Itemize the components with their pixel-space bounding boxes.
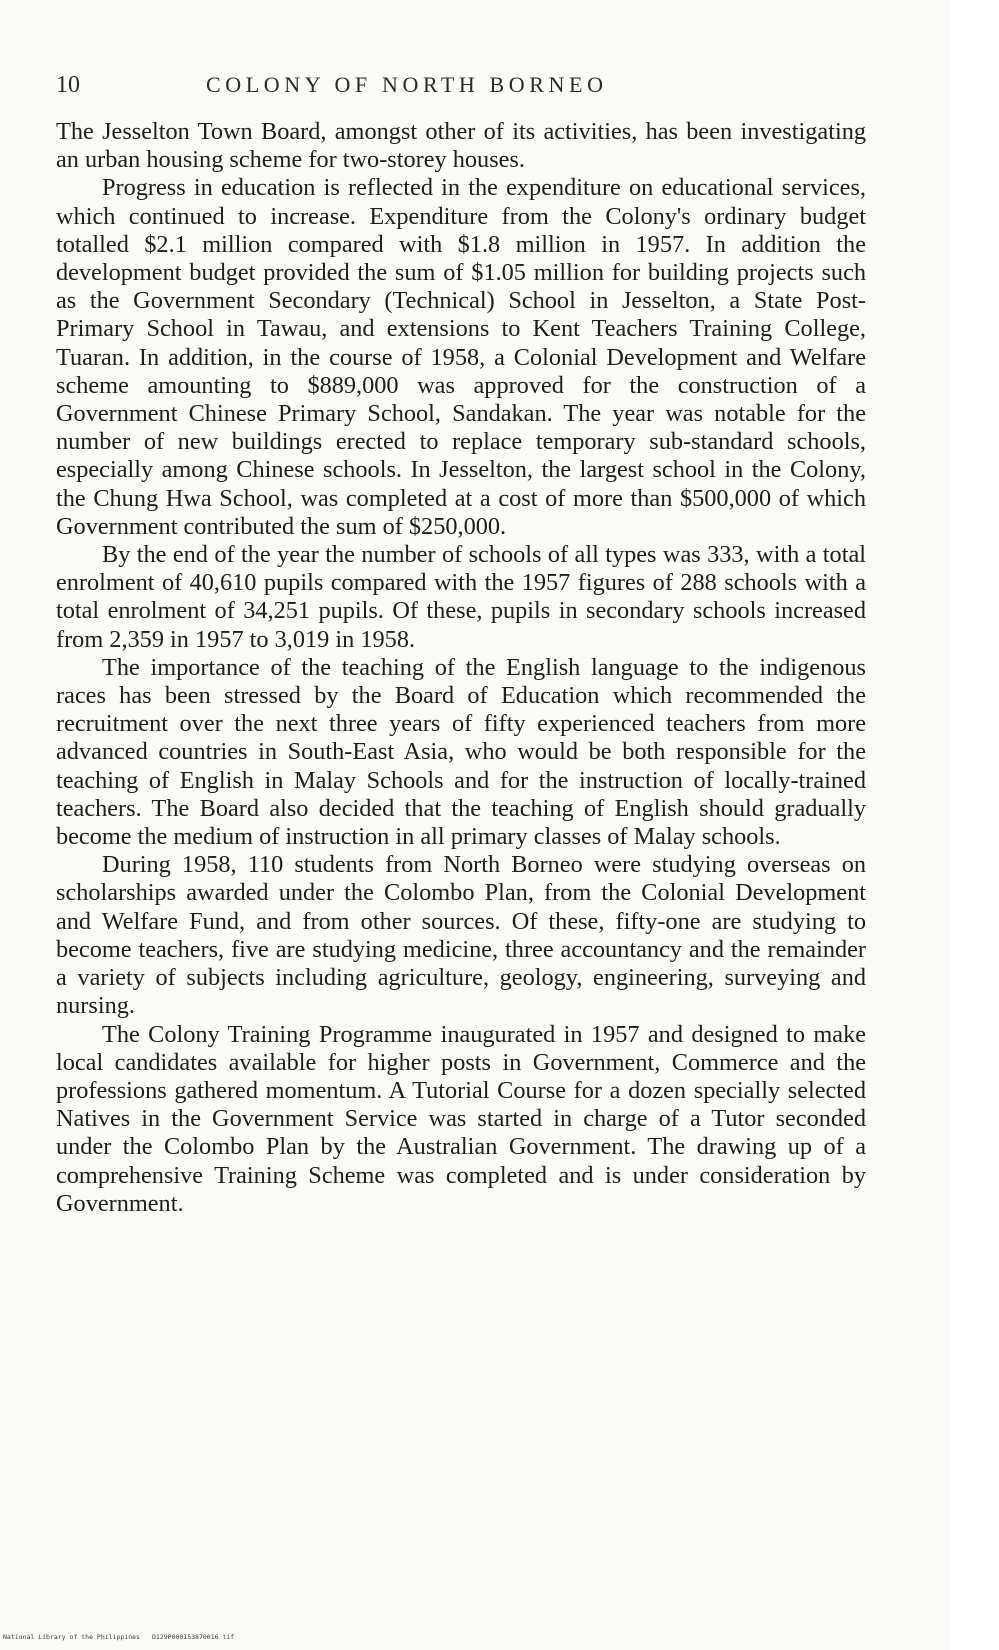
paragraph-english-teaching: The importance of the teaching of the English language to the indigenous races has been stressed by the Board of Education which recommended the recruitment over the next three years of fifty experienced teachers from more advanced countries in South-East Asia, who would be both responsible for the teaching of English in Malay Schools and for the instruction of locally-trained teachers. The Board also decided that the teaching of English should gradually become the medium of instruction in all primary classes of Malay schools. — [56, 653, 866, 851]
paragraph-school-enrolment: By the end of the year the number of schools of all types was 333, with a total enrolment of 40,610 pupils compared with the 1957 figures of 288 schools with a total enrolment of 34,251 pupils. Of these, pupils in secondary schools increased from 2,359 in 1957 to 3,019 in 1958. — [56, 541, 866, 653]
page-number: 10 — [56, 72, 80, 98]
paragraph-overseas-scholarships: During 1958, 110 students from North Borneo were studying overseas on scholarships awarded under the Colombo Plan, from the Colonial Development and Welfare Fund, and from other sources. Of these, fifty-one are studying to become teachers, five are studying medicine, three accountancy and the remainder a variety of subjects including agriculture, geology, engineering, surveying and nursing. — [56, 851, 866, 1020]
footer-library: National Library of the Philippines — [3, 1633, 140, 1641]
running-head: COLONY OF NORTH BORNEO — [206, 72, 608, 97]
body-text — [56, 118, 866, 1218]
paragraph-town-board: The Jesselton Town Board, amongst other of its activities, has been investigating an urban housing scheme for two-storey houses. — [56, 118, 866, 174]
page-header — [56, 70, 866, 100]
footer-file-code: D129P000153870016 tif — [152, 1633, 235, 1641]
paragraph-education-expenditure: Progress in education is reflected in the expenditure on educational services, which continued to increase. Expenditure from the Colony's ordinary budget totalled $2.1 million compared with $1.8 million in 1957. In addition the development budget provided the sum of $1.05 million for building projects such as the Government Secondary (Technical) School in Jesselton, a State Post-Primary School in Tawau, and extensions to Kent Teachers Training College, Tuaran. In addition, in the course of 1958, a Colonial Development and Welfare scheme amounting to $889,000 was approved for the construction of a Government Chinese Primary School, Sandakan. The year was notable for the number of new buildings erected to replace temporary sub-standard schools, especially among Chinese schools. In Jesselton, the largest school in the Colony, the Chung Hwa School, was completed at a cost of more than $500,000 of which Government contributed the sum of $250,000. — [56, 174, 866, 540]
scan-footer — [0, 1630, 949, 1644]
paragraph-training-programme: The Colony Training Programme inaugurated in 1957 and designed to make local candidates available for higher posts in Government, Commerce and the professions gathered momentum. A Tutorial Course for a dozen specially selected Natives in the Government Service was started in charge of a Tutor seconded under the Colombo Plan by the Australian Government. The drawing up of a comprehensive Training Scheme was completed and is under consideration by Government. — [56, 1020, 866, 1217]
